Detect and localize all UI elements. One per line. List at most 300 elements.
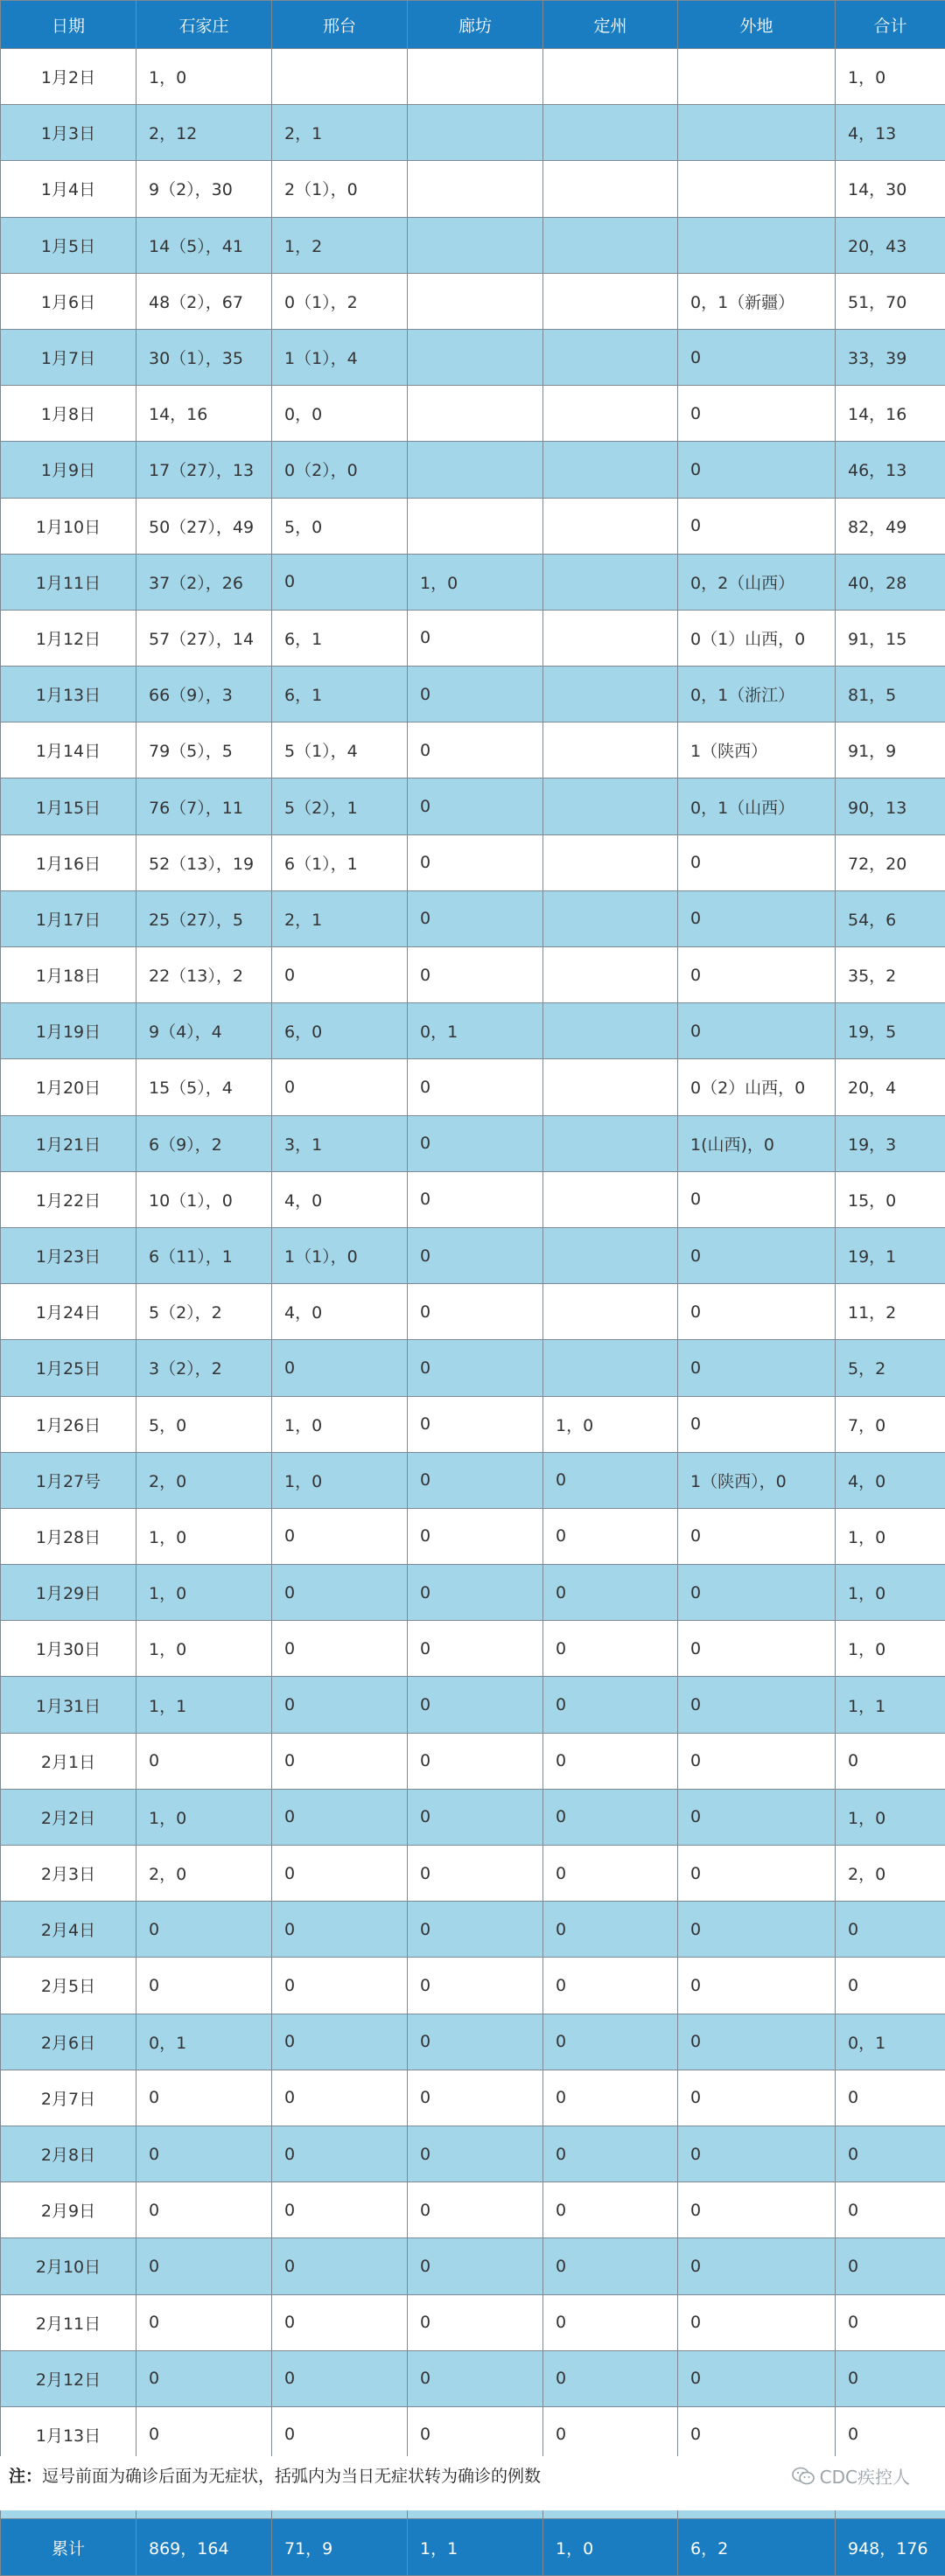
table-cell: 0 <box>836 1902 945 1958</box>
table-cell: 0 <box>272 2070 408 2126</box>
table-cell: 0 <box>543 2126 678 2182</box>
table-cell: 0 <box>678 2294 836 2350</box>
table-cell: 0 <box>136 2294 272 2350</box>
table-cell: 0 <box>678 1340 836 1396</box>
table-cell <box>543 554 678 610</box>
table-cell: 9（2），30 <box>136 161 272 217</box>
table-cell: 0 <box>408 1958 543 2014</box>
table-row <box>1 217 945 273</box>
table-cell: 6，0 <box>272 1003 408 1059</box>
table-cell: 0 <box>678 1846 836 1902</box>
table-cell: 0 <box>543 1789 678 1845</box>
table-row <box>1 1733 945 1789</box>
table-cell <box>678 161 836 217</box>
table-cell: 19，1 <box>836 1227 945 1283</box>
table-cell: 0 <box>272 2238 408 2294</box>
column-header: 日期 <box>1 1 136 49</box>
table-cell: 0 <box>678 1733 836 1789</box>
table-cell <box>543 1171 678 1227</box>
table-cell: 0 <box>678 1677 836 1733</box>
table-cell: 90，13 <box>836 778 945 834</box>
wechat-icon <box>792 2467 815 2486</box>
table-cell: 0 <box>678 2350 836 2406</box>
column-header: 合计 <box>836 1 945 49</box>
table-cell: 20，4 <box>836 1059 945 1115</box>
table-cell: 0 <box>408 1677 543 1733</box>
date-cell: 1月26日 <box>1 1396 136 1452</box>
table-cell: 0 <box>543 1565 678 1621</box>
table-cell: 0 <box>543 1621 678 1677</box>
date-cell: 1月31日 <box>1 1677 136 1733</box>
table-row <box>1 2182 945 2238</box>
table-cell: 0 <box>408 1789 543 1845</box>
date-cell: 2月6日 <box>1 2014 136 2070</box>
table-cell: 0 <box>272 1958 408 2014</box>
total-cell: 948，176 <box>836 2519 945 2576</box>
table-cell: 3（2），2 <box>136 1340 272 1396</box>
table-cell: 82，49 <box>836 498 945 554</box>
table-row <box>1 2294 945 2350</box>
table-cell: 0 <box>408 947 543 1003</box>
table-cell: 0 <box>136 2238 272 2294</box>
table-cell: 0 <box>408 667 543 723</box>
date-cell: 2月2日 <box>1 1789 136 1845</box>
table-row <box>1 834 945 890</box>
table-cell: 2，1 <box>272 890 408 946</box>
date-cell: 2月10日 <box>1 2238 136 2294</box>
date-cell: 1月21日 <box>1 1115 136 1171</box>
table-body <box>1 49 945 2519</box>
table-row <box>1 1115 945 1171</box>
table-cell: 22（13），2 <box>136 947 272 1003</box>
date-cell: 1月30日 <box>1 1621 136 1677</box>
table-row <box>1 386 945 442</box>
table-cell: 0 <box>543 2294 678 2350</box>
table-cell: 5（2），2 <box>136 1284 272 1340</box>
column-header: 石家庄 <box>136 1 272 49</box>
table-cell: 0 <box>678 1958 836 2014</box>
table-cell <box>543 161 678 217</box>
table-cell: 7，0 <box>836 1396 945 1452</box>
table-cell: 0 <box>408 2014 543 2070</box>
table-cell: 0 <box>272 2350 408 2406</box>
total-label: 累计 <box>1 2519 136 2576</box>
table-cell: 0 <box>543 1846 678 1902</box>
table-cell: 54，6 <box>836 890 945 946</box>
footnote-text: 逗号前面为确诊后面为无症状，括弧内为当日无症状转为确诊的例数 <box>42 2467 541 2486</box>
table-cell <box>543 1115 678 1171</box>
table-cell: 0，2（山西） <box>678 554 836 610</box>
table-cell: 0 <box>408 723 543 778</box>
table-cell: 1，0 <box>836 1621 945 1677</box>
column-header: 外地 <box>678 1 836 49</box>
table-cell: 91，15 <box>836 610 945 666</box>
table-cell: 10（1），0 <box>136 1171 272 1227</box>
date-cell: 1月17日 <box>1 890 136 946</box>
table-cell: 0 <box>408 1340 543 1396</box>
table-cell: 14，16 <box>136 386 272 442</box>
table-cell: 0 <box>543 1452 678 1508</box>
table-cell: 0 <box>543 2406 678 2462</box>
total-cell: 6，2 <box>678 2519 836 2576</box>
table-cell: 0，0 <box>272 386 408 442</box>
table-cell <box>543 667 678 723</box>
table-cell: 14（5），41 <box>136 217 272 273</box>
table-cell: 1，1 <box>836 1677 945 1733</box>
table-cell: 0 <box>272 2294 408 2350</box>
table-cell: 0 <box>543 1958 678 2014</box>
table-cell: 0 <box>408 2126 543 2182</box>
table-row <box>1 2350 945 2406</box>
table-cell: 0 <box>836 2238 945 2294</box>
table-cell <box>543 217 678 273</box>
table-cell: 0，1 <box>408 1003 543 1059</box>
table-cell: 2，1 <box>272 105 408 161</box>
table-cell: 17（27），13 <box>136 442 272 498</box>
table-cell: 0 <box>678 386 836 442</box>
table-cell <box>543 1227 678 1283</box>
table-cell <box>678 49 836 105</box>
table-cell: 0 <box>136 1902 272 1958</box>
date-cell: 1月22日 <box>1 1171 136 1227</box>
table-cell: 1，0 <box>836 1565 945 1621</box>
table-cell: 3，1 <box>272 1115 408 1171</box>
table-cell: 0 <box>408 778 543 834</box>
table-cell: 1，0 <box>272 1452 408 1508</box>
watermark <box>792 2463 910 2489</box>
table-cell: 0 <box>678 1565 836 1621</box>
table-cell <box>678 105 836 161</box>
table-cell: 0 <box>836 2182 945 2238</box>
table-cell: 0 <box>678 2182 836 2238</box>
table-cell <box>408 105 543 161</box>
table-cell: 0 <box>136 1958 272 2014</box>
table-cell: 0 <box>678 442 836 498</box>
table-cell: 0 <box>543 1902 678 1958</box>
table-cell: 0 <box>543 2014 678 2070</box>
table-cell: 0 <box>408 1171 543 1227</box>
table-cell: 2，0 <box>836 1846 945 1902</box>
table-cell: 0 <box>272 1340 408 1396</box>
table-cell <box>543 386 678 442</box>
table-cell: 1，0 <box>136 1789 272 1845</box>
table-cell: 37（2），26 <box>136 554 272 610</box>
table-cell: 2，0 <box>136 1846 272 1902</box>
date-cell: 1月9日 <box>1 442 136 498</box>
table-cell: 72，20 <box>836 834 945 890</box>
date-cell: 1月12日 <box>1 610 136 666</box>
table-cell: 0 <box>408 2294 543 2350</box>
table-cell: 0 <box>678 1508 836 1564</box>
table-cell <box>408 161 543 217</box>
table-cell: 6（11），1 <box>136 1227 272 1283</box>
table-row <box>1 1003 945 1059</box>
total-cell: 1，0 <box>543 2519 678 2576</box>
table-cell: 0 <box>136 2182 272 2238</box>
date-cell: 1月28日 <box>1 1508 136 1564</box>
table-cell: 1，0 <box>136 1621 272 1677</box>
table-cell: 2（1），0 <box>272 161 408 217</box>
table-row <box>1 329 945 385</box>
table-cell: 91，9 <box>836 723 945 778</box>
table-cell: 0 <box>836 1958 945 2014</box>
table-cell: 0 <box>836 2406 945 2462</box>
table-row <box>1 723 945 778</box>
table-cell: 0 <box>678 2070 836 2126</box>
table-cell: 5，0 <box>136 1396 272 1452</box>
table-row <box>1 273 945 329</box>
date-cell: 1月8日 <box>1 386 136 442</box>
table-cell: 0 <box>678 1396 836 1452</box>
table-cell: 5（1），4 <box>272 723 408 778</box>
table-cell: 35，2 <box>836 947 945 1003</box>
header-row <box>1 1 945 49</box>
table-cell: 5，2 <box>836 1340 945 1396</box>
table-row <box>1 554 945 610</box>
table-cell: 0 <box>678 2238 836 2294</box>
table-cell: 0 <box>678 1284 836 1340</box>
table-cell: 6，1 <box>272 667 408 723</box>
table-cell: 0 <box>272 1565 408 1621</box>
table-cell: 1（陕西），0 <box>678 1452 836 1508</box>
table-cell: 0 <box>836 2350 945 2406</box>
total-cell: 71，9 <box>272 2519 408 2576</box>
table-cell: 0 <box>543 2350 678 2406</box>
table-cell: 15，0 <box>836 1171 945 1227</box>
table-cell: 0 <box>272 947 408 1003</box>
date-cell: 1月10日 <box>1 498 136 554</box>
table-cell: 0 <box>543 1508 678 1564</box>
table-cell: 0 <box>678 1621 836 1677</box>
table-cell: 0 <box>408 890 543 946</box>
table-cell: 0 <box>678 834 836 890</box>
table-cell: 0 <box>272 2182 408 2238</box>
table-cell: 1，0 <box>136 49 272 105</box>
table-cell <box>543 1059 678 1115</box>
table-cell: 5，0 <box>272 498 408 554</box>
table-cell <box>543 498 678 554</box>
table-cell: 0 <box>272 2406 408 2462</box>
table-cell: 0 <box>408 1059 543 1115</box>
table-cell: 81，5 <box>836 667 945 723</box>
table-cell: 0 <box>136 2350 272 2406</box>
date-cell: 1月24日 <box>1 1284 136 1340</box>
table-cell <box>543 834 678 890</box>
date-cell: 1月13日 <box>1 667 136 723</box>
table-row <box>1 498 945 554</box>
table-row <box>1 1452 945 1508</box>
table-cell <box>543 49 678 105</box>
date-cell: 1月27号 <box>1 1452 136 1508</box>
table-cell: 0（2）山西，0 <box>678 1059 836 1115</box>
table-cell: 14，16 <box>836 386 945 442</box>
table-cell: 0 <box>543 2182 678 2238</box>
table-row <box>1 1565 945 1621</box>
table-cell: 0，1（浙江） <box>678 667 836 723</box>
table-row <box>1 1227 945 1283</box>
date-cell: 1月23日 <box>1 1227 136 1283</box>
table-cell: 1，2 <box>272 217 408 273</box>
table-cell: 0 <box>543 2238 678 2294</box>
column-header: 定州 <box>543 1 678 49</box>
date-cell: 2月7日 <box>1 2070 136 2126</box>
table-cell: 0（2），0 <box>272 442 408 498</box>
table-cell: 1（1），4 <box>272 329 408 385</box>
table-cell: 1(山西)，0 <box>678 1115 836 1171</box>
table-cell: 1，0 <box>836 1508 945 1564</box>
table-cell <box>543 1340 678 1396</box>
table-cell: 0 <box>836 2126 945 2182</box>
table-row <box>1 161 945 217</box>
table-cell: 0 <box>408 2406 543 2462</box>
table-cell: 1（1），0 <box>272 1227 408 1283</box>
date-cell: 1月15日 <box>1 778 136 834</box>
table-row <box>1 105 945 161</box>
table-cell <box>408 49 543 105</box>
table-cell: 4，0 <box>272 1171 408 1227</box>
table-cell: 0 <box>678 947 836 1003</box>
date-cell: 1月3日 <box>1 105 136 161</box>
table-row <box>1 1171 945 1227</box>
table-cell <box>543 778 678 834</box>
table-cell: 0 <box>408 1846 543 1902</box>
date-cell: 1月20日 <box>1 1059 136 1115</box>
table-cell: 1，0 <box>836 1789 945 1845</box>
table-cell: 0 <box>272 1059 408 1115</box>
table-row <box>1 1846 945 1902</box>
table-cell: 0 <box>678 498 836 554</box>
table-cell: 0，1（新疆） <box>678 273 836 329</box>
table-cell: 0 <box>408 1565 543 1621</box>
table-cell: 1，0 <box>136 1508 272 1564</box>
table-row <box>1 2014 945 2070</box>
table-cell: 0 <box>272 1733 408 1789</box>
table-cell: 0 <box>272 1621 408 1677</box>
table-cell: 14，30 <box>836 161 945 217</box>
table-cell: 0 <box>408 1733 543 1789</box>
table-cell: 50（27），49 <box>136 498 272 554</box>
table-cell: 6（9），2 <box>136 1115 272 1171</box>
date-cell: 1月16日 <box>1 834 136 890</box>
table-cell: 0 <box>408 2182 543 2238</box>
table-cell <box>543 1284 678 1340</box>
watermark-text: CDC疾控人 <box>820 2463 910 2489</box>
table-cell <box>543 105 678 161</box>
table-cell: 11，2 <box>836 1284 945 1340</box>
table-cell <box>543 947 678 1003</box>
table-cell: 0 <box>678 890 836 946</box>
table-cell: 0，1 <box>836 2014 945 2070</box>
table-cell: 0 <box>678 2014 836 2070</box>
table-cell: 1，1 <box>136 1677 272 1733</box>
date-cell: 1月14日 <box>1 723 136 778</box>
date-cell: 1月6日 <box>1 273 136 329</box>
date-cell: 1月25日 <box>1 1340 136 1396</box>
total-cell: 1，1 <box>408 2519 543 2576</box>
table-cell: 1，0 <box>836 49 945 105</box>
date-cell: 2月12日 <box>1 2350 136 2406</box>
total-row <box>1 2519 945 2576</box>
table-cell: 0 <box>272 1789 408 1845</box>
table-cell: 0 <box>678 1789 836 1845</box>
table-cell: 0 <box>678 1171 836 1227</box>
table-cell: 0 <box>678 1227 836 1283</box>
table-cell <box>408 498 543 554</box>
date-cell: 1月13日 <box>1 2406 136 2462</box>
table-cell: 0 <box>408 1508 543 1564</box>
table-cell: 0（1）山西，0 <box>678 610 836 666</box>
table-cell: 0 <box>408 1284 543 1340</box>
table-cell: 0 <box>408 1452 543 1508</box>
table-cell: 0 <box>836 2294 945 2350</box>
table-cell <box>543 890 678 946</box>
table-cell <box>272 49 408 105</box>
table-cell: 0 <box>408 834 543 890</box>
table-cell <box>543 442 678 498</box>
table-row <box>1 667 945 723</box>
table-cell: 0 <box>408 1902 543 1958</box>
table-cell: 15（5），4 <box>136 1059 272 1115</box>
column-header: 廊坊 <box>408 1 543 49</box>
table-header <box>1 1 945 49</box>
table-cell: 0 <box>408 1396 543 1452</box>
table-cell: 2，12 <box>136 105 272 161</box>
table-cell <box>543 1003 678 1059</box>
date-cell: 2月5日 <box>1 1958 136 2014</box>
table-cell: 0 <box>408 2238 543 2294</box>
date-cell: 1月29日 <box>1 1565 136 1621</box>
table-row <box>1 610 945 666</box>
table-cell: 33，39 <box>836 329 945 385</box>
table-cell <box>408 442 543 498</box>
date-cell: 1月7日 <box>1 329 136 385</box>
table-cell: 0 <box>678 1003 836 1059</box>
table-cell: 1，0 <box>543 1396 678 1452</box>
table-cell: 0 <box>272 554 408 610</box>
footnote-label: 注： <box>9 2467 42 2486</box>
table-cell <box>543 723 678 778</box>
table-cell: 0 <box>272 1677 408 1733</box>
table-cell: 0 <box>136 2070 272 2126</box>
table-cell: 20，43 <box>836 217 945 273</box>
table-row <box>1 442 945 498</box>
table-cell <box>543 610 678 666</box>
table-cell: 1，0 <box>136 1565 272 1621</box>
column-header: 邢台 <box>272 1 408 49</box>
table-cell: 0 <box>408 2350 543 2406</box>
table-cell: 0 <box>408 1115 543 1171</box>
table-row <box>1 1059 945 1115</box>
table-cell: 2，0 <box>136 1452 272 1508</box>
table-cell: 25（27），5 <box>136 890 272 946</box>
date-cell: 1月18日 <box>1 947 136 1003</box>
table-row <box>1 2070 945 2126</box>
table-row <box>1 1284 945 1340</box>
table-row <box>1 1621 945 1677</box>
table-cell <box>408 386 543 442</box>
table-cell: 0 <box>272 2126 408 2182</box>
table-row <box>1 1340 945 1396</box>
table-cell: 0 <box>678 329 836 385</box>
table-cell: 0 <box>408 1227 543 1283</box>
date-cell: 2月3日 <box>1 1846 136 1902</box>
table-cell: 19，5 <box>836 1003 945 1059</box>
table-cell: 0，1（山西） <box>678 778 836 834</box>
table-row <box>1 778 945 834</box>
table-cell <box>543 273 678 329</box>
table-cell: 4，0 <box>272 1284 408 1340</box>
table-cell: 0 <box>272 2014 408 2070</box>
